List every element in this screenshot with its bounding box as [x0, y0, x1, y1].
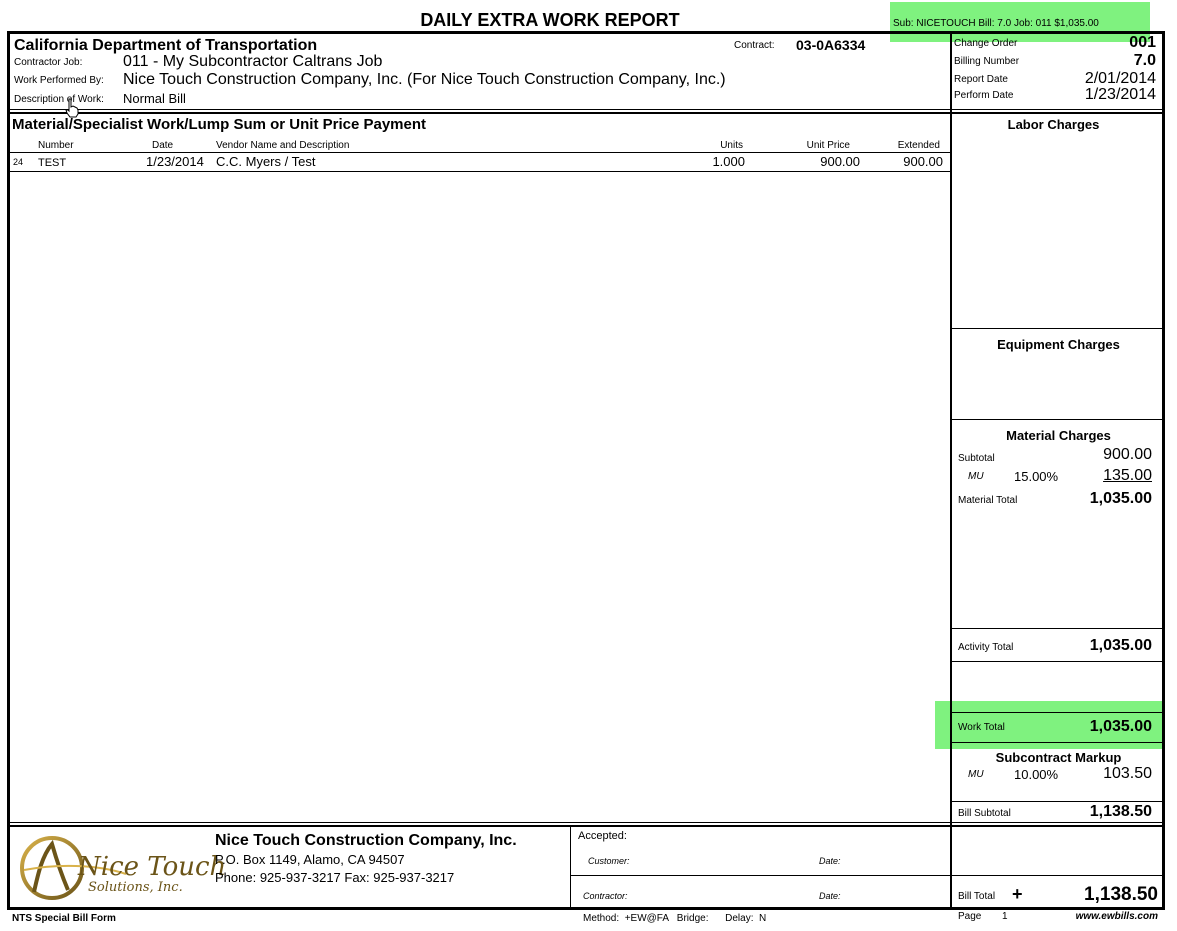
form-name: NTS Special Bill Form	[12, 913, 116, 924]
subtotal-value: 900.00	[1103, 446, 1152, 463]
customer-label: Customer:	[588, 856, 630, 866]
bill-subtotal-value: 1,138.50	[1089, 803, 1152, 820]
column-header-divider	[7, 152, 950, 153]
labor-charges-title: Labor Charges	[1007, 117, 1100, 132]
subtotal-label: Subtotal	[958, 453, 995, 464]
header-divider	[7, 109, 1165, 110]
bill-total-divider	[952, 875, 1165, 876]
activity-divider	[952, 661, 1165, 662]
contractor-label: Contractor:	[583, 891, 628, 901]
report-date-label: Report Date	[954, 74, 1008, 85]
material-charges-title: Material Charges	[1006, 428, 1111, 443]
footer-phone: Phone: 925-937-3217 Fax: 925-937-3217	[215, 870, 455, 885]
subcontract-markup-title: Subcontract Markup	[995, 750, 1122, 765]
row-index: 24	[13, 157, 24, 167]
row-units: 1.000	[712, 154, 745, 169]
mu-percent: 15.00%	[1014, 469, 1059, 484]
labor-divider	[952, 328, 1165, 329]
header-divider-thick	[7, 112, 1165, 114]
row-divider	[7, 171, 950, 172]
agency-name: California Department of Transportation	[14, 37, 318, 54]
bill-total-label: Bill Total	[958, 891, 996, 902]
change-order-label: Change Order	[954, 38, 1018, 49]
report-date-value: 2/01/2014	[1084, 70, 1156, 87]
col-units: Units	[720, 140, 743, 151]
description-value: Normal Bill	[123, 91, 186, 106]
mu-value: 135.00	[1103, 467, 1152, 484]
footer-address: P.O. Box 1149, Alamo, CA 94507	[215, 852, 405, 867]
row-extended: 900.00	[903, 154, 943, 169]
col-vendor: Vendor Name and Description	[216, 140, 350, 151]
work-total-bottom-divider	[952, 742, 1165, 743]
billing-number-label: Billing Number	[954, 56, 1020, 67]
contract-value: 03-0A6334	[796, 37, 866, 53]
work-total-top-divider	[952, 712, 1165, 713]
logo-line2: Solutions, Inc.	[88, 880, 183, 895]
material-total-label: Material Total	[958, 495, 1018, 506]
row-date: 1/23/2014	[146, 154, 204, 169]
work-performed-label: Work Performed By:	[14, 75, 104, 86]
contractor-date-label: Date:	[819, 891, 841, 901]
customer-date-label: Date:	[819, 856, 841, 866]
bill-total-value: 1,138.50	[1084, 884, 1158, 905]
row-number: TEST	[38, 157, 67, 169]
footer-divider-thick	[7, 825, 1165, 827]
website-link[interactable]: www.ewbills.com	[1075, 911, 1158, 922]
logo-line1: Nice Touch	[78, 852, 227, 882]
summary-line: Sub: NICETOUCH Bill: 7.0 Job: 011 $1,035.00	[893, 18, 1099, 29]
equipment-divider	[952, 419, 1165, 420]
mu-label: MU	[968, 471, 984, 482]
sub-mu-label: MU	[968, 769, 984, 780]
bill-total-plus: +	[1012, 884, 1023, 904]
sub-mu-percent: 10.00%	[1014, 767, 1059, 782]
row-vendor: C.C. Myers / Test	[216, 154, 316, 169]
contractor-job-value: 011 - My Subcontractor Caltrans Job	[123, 53, 383, 70]
description-label: Description of Work:	[14, 94, 104, 105]
work-total-value: 1,035.00	[1089, 718, 1152, 735]
company-logo	[16, 834, 227, 902]
material-total-value: 1,035.00	[1089, 490, 1152, 507]
perform-date-label: Perform Date	[954, 90, 1014, 101]
perform-date-value: 1/23/2014	[1084, 86, 1156, 103]
work-performed-value: Nice Touch Construction Company, Inc. (For Nice Touch Construction Company, Inc.)	[123, 71, 726, 88]
activity-total-value: 1,035.00	[1089, 637, 1152, 654]
equipment-charges-title: Equipment Charges	[997, 337, 1120, 352]
bill-subtotal-label: Bill Subtotal	[958, 808, 1011, 819]
accepted-label: Accepted:	[578, 830, 627, 842]
row-unit-price: 900.00	[820, 154, 860, 169]
page-number: 1	[1002, 911, 1008, 922]
markup-divider	[952, 801, 1165, 802]
hand-cursor-icon	[64, 98, 80, 118]
activity-total-label: Activity Total	[958, 642, 1014, 653]
customer-divider	[570, 875, 950, 876]
footer-company-name: Nice Touch Construction Company, Inc.	[215, 832, 517, 849]
accepted-divider	[570, 825, 571, 910]
col-extended: Extended	[897, 140, 940, 151]
work-total-label: Work Total	[958, 722, 1005, 733]
page-label: Page	[958, 911, 982, 922]
footer-divider	[7, 822, 1165, 823]
right-column-divider	[950, 31, 952, 910]
contractor-job-label: Contractor Job:	[14, 57, 83, 68]
billing-number-value: 7.0	[1133, 52, 1156, 69]
material-divider	[952, 628, 1165, 629]
change-order-value: 001	[1129, 34, 1156, 51]
material-section-title: Material/Specialist Work/Lump Sum or Unit Price Payment	[12, 116, 427, 133]
method-line: Method: +EW@FA Bridge: Delay: N	[583, 913, 767, 924]
contract-label: Contract:	[734, 40, 775, 51]
col-number: Number	[38, 140, 74, 151]
sub-mu-value: 103.50	[1103, 765, 1152, 782]
col-unit-price: Unit Price	[806, 140, 850, 151]
report-title: DAILY EXTRA WORK REPORT	[420, 10, 680, 30]
col-date: Date	[152, 140, 174, 151]
